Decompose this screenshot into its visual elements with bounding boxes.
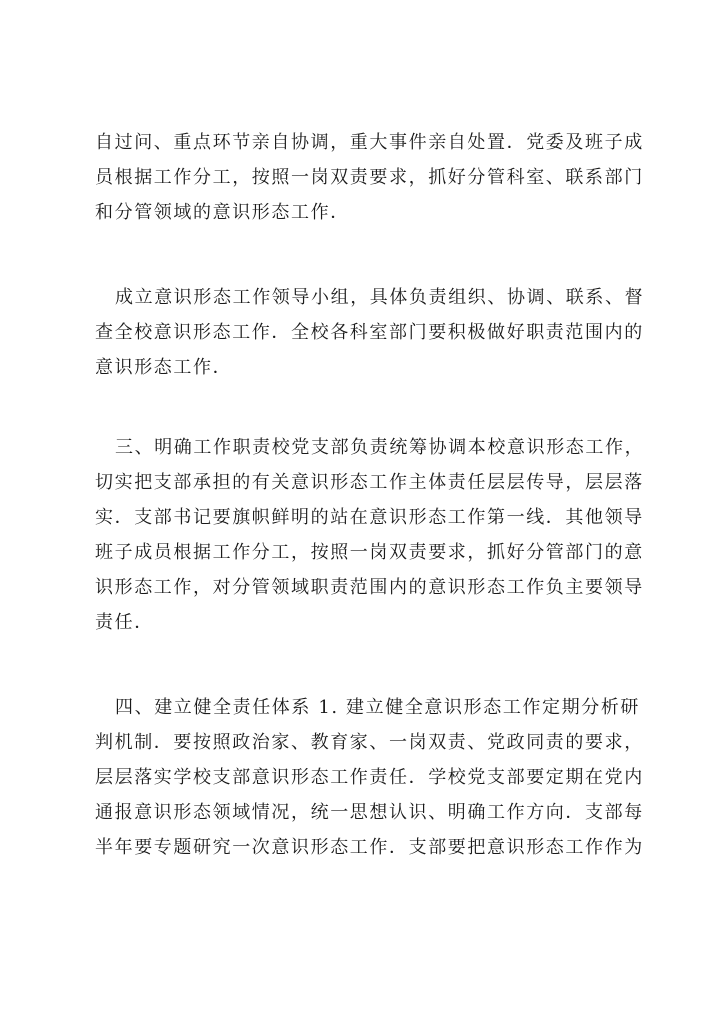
paragraph-1 [95,125,675,230]
paragraph-line: 责任． [95,612,154,633]
paragraph-3 [95,430,675,640]
paragraph-line: 意识形态工作． [95,357,233,378]
paragraph-line: 识形态工作，对分管领域职责范围内的意识形态工作负主要领导 [95,577,644,598]
paragraph-line: 员根据工作分工，按照一岗双责要求，抓好分管科室、联系部门 [95,167,644,188]
paragraph-line: 通报意识形态领域情况，统一思想认识、明确工作方向．支部每 [95,802,644,823]
paragraph-line: 四、建立健全责任体系 1. 建立健全意识形态工作定期分析研 [115,697,641,718]
paragraph-2 [95,280,675,385]
paragraph-line: 成立意识形态工作领导小组，具体负责组织、协调、联系、督 [115,287,645,308]
paragraph-line: 和分管领域的意识形态工作． [95,202,350,223]
paragraph-line: 三、明确工作职责校党支部负责统筹协调本校意识形态工作， [115,437,645,458]
paragraph-line: 半年要专题研究一次意识形态工作．支部要把意识形态工作作为 [95,837,644,858]
paragraph-line: 层层落实学校支部意识形态工作责任．学校党支部要定期在党内 [95,767,644,788]
paragraph-line: 班子成员根据工作分工，按照一岗双责要求，抓好分管部门的意 [95,542,644,563]
paragraph-4 [95,690,675,865]
paragraph-line: 自过问、重点环节亲自协调，重大事件亲自处置．党委及班子成 [95,132,644,153]
paragraph-line: 切实把支部承担的有关意识形态工作主体责任层层传导，层层落 [95,472,644,493]
paragraph-line: 实．支部书记要旗帜鲜明的站在意识形态工作第一线．其他领导 [95,507,644,528]
paragraph-line: 查全校意识形态工作．全校各科室部门要积极做好职责范围内的 [95,322,644,343]
paragraph-line: 判机制．要按照政治家、教育家、一岗双责、党政同责的要求， [95,732,644,753]
